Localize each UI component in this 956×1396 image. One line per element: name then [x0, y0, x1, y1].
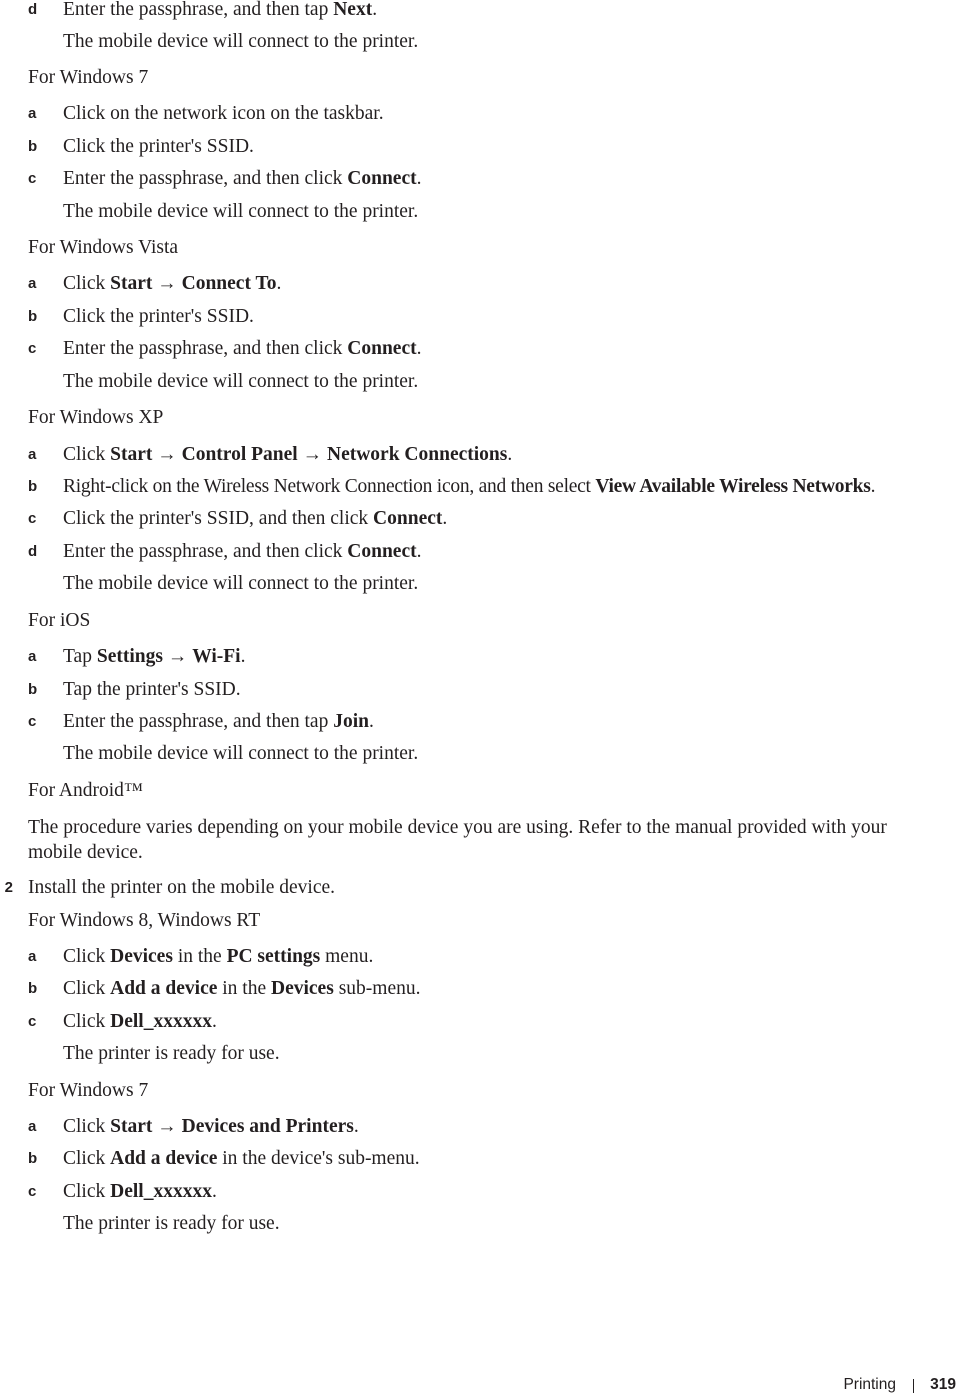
substep-marker: b [28, 980, 38, 997]
substep-marker: c [28, 340, 37, 357]
substep-devices-and-printers [0, 1115, 956, 1145]
result-note: The mobile device will connect to the printer. [63, 31, 419, 52]
substep-add-a-device [0, 1147, 956, 1177]
step-text: Enter the passphrase, and then tap Next. [63, 0, 378, 20]
result-note: The mobile device will connect to the printer. [63, 371, 419, 392]
substep-click-ssid: b Click the printer's SSID. [28, 136, 254, 157]
arrow-icon: → [167, 646, 188, 667]
substep-enter-passphrase-join [0, 710, 956, 740]
substep-marker: b [28, 138, 38, 155]
os-heading-ios: For iOS [28, 610, 91, 631]
arrow-icon: → [157, 444, 177, 465]
step-text: Click Devices in the PC settings menu. [63, 946, 374, 967]
step-text: Click Start → Devices and Printers. [63, 1116, 359, 1137]
os-heading-windows-7: For Windows 7 [28, 1080, 149, 1101]
substep-marker: b [28, 681, 38, 698]
result-note: The mobile device will connect to the printer. [63, 573, 419, 594]
substep-tap-ssid: b Tap the printer's SSID. [28, 679, 241, 700]
step-text: Click Start → Connect To. [63, 273, 282, 294]
substep-marker: a [28, 446, 37, 463]
substep-click-dell [0, 1180, 956, 1210]
substep-marker: d [28, 543, 38, 560]
substep-enter-passphrase-connect [0, 337, 956, 367]
step-text: Tap Settings → Wi-Fi. [63, 646, 246, 667]
step-text: Enter the passphrase, and then click Connect. [63, 168, 422, 189]
substep-devices-pc-settings [0, 945, 956, 975]
substep-marker: b [28, 478, 38, 495]
result-note: The printer is ready for use. [63, 1043, 280, 1064]
substep-click-dell [0, 1010, 956, 1040]
substep-click-ssid: b Click the printer's SSID. [28, 306, 254, 327]
substep-marker: c [28, 1183, 37, 1200]
substep-marker: a [28, 648, 37, 665]
result-note: The printer is ready for use. [63, 1213, 280, 1234]
arrow-icon: → [302, 444, 323, 465]
substep-marker: a [28, 948, 37, 965]
step-text: Click Start → Control Panel → Network Connections. [63, 444, 513, 465]
substep-settings-wifi [0, 645, 956, 675]
substep-network-connections [0, 443, 956, 473]
os-heading-windows-8-rt: For Windows 8, Windows RT [28, 910, 261, 931]
step-text: Enter the passphrase, and then tap Join. [63, 711, 374, 732]
os-heading-windows-7: For Windows 7 [28, 67, 149, 88]
substep-view-wireless-networks [0, 475, 956, 505]
substep-marker: a [28, 1118, 37, 1135]
page-footer [756, 1376, 956, 1396]
footer-divider [913, 1379, 914, 1393]
step-text: Click Dell_xxxxxx. [63, 1181, 217, 1202]
step-text: Enter the passphrase, and then click Connect. [63, 541, 422, 562]
substep-add-a-device [0, 977, 956, 1007]
substep-marker: c [28, 510, 37, 527]
step-2-install-printer: 2 Install the printer on the mobile device. [0, 876, 956, 906]
arrow-icon: → [157, 273, 177, 294]
step-number: 2 [4, 879, 13, 896]
result-note: The mobile device will connect to the printer. [63, 743, 419, 764]
substep-enter-passphrase-connect [0, 540, 956, 570]
substep-marker: a [28, 275, 37, 292]
substep-click-network-icon: a Click on the network icon on the taskbar. [28, 103, 384, 124]
substep-marker: d [28, 1, 38, 18]
substep-start-connect-to [0, 272, 956, 302]
substep-click-ssid-connect [0, 507, 956, 537]
substep-marker: c [28, 1013, 37, 1030]
step-text: Click Add a device in the device's sub-menu. [63, 1148, 420, 1169]
os-heading-android: For Android™ [28, 780, 143, 801]
page-number: 319 [930, 1376, 956, 1393]
footer-section-title: Printing [843, 1376, 896, 1393]
step-text: Right-click on the Wireless Network Connection icon, and then select View Available Wireless Networks. [63, 476, 876, 497]
substep-marker: c [28, 713, 37, 730]
step-text: Click Dell_xxxxxx. [63, 1011, 217, 1032]
result-note: The mobile device will connect to the printer. [63, 201, 419, 222]
arrow-icon: → [157, 1116, 177, 1137]
os-heading-windows-vista: For Windows Vista [28, 237, 179, 258]
step-text: Enter the passphrase, and then click Connect. [63, 338, 422, 359]
substep-marker: c [28, 170, 37, 187]
step-text: Click the printer's SSID, and then click Connect. [63, 508, 448, 529]
substep-marker: a [28, 105, 37, 122]
step-text: Click Add a device in the Devices sub-menu. [63, 978, 421, 999]
substep-enter-passphrase-next [0, 0, 956, 28]
os-heading-windows-xp: For Windows XP [28, 407, 164, 428]
substep-enter-passphrase-connect [0, 167, 956, 197]
substep-marker: b [28, 1150, 38, 1167]
android-note-paragraph: The procedure varies depending on your mobile device you are using. Refer to the manual provided with your mobile device. [28, 817, 887, 863]
substep-marker: b [28, 308, 38, 325]
